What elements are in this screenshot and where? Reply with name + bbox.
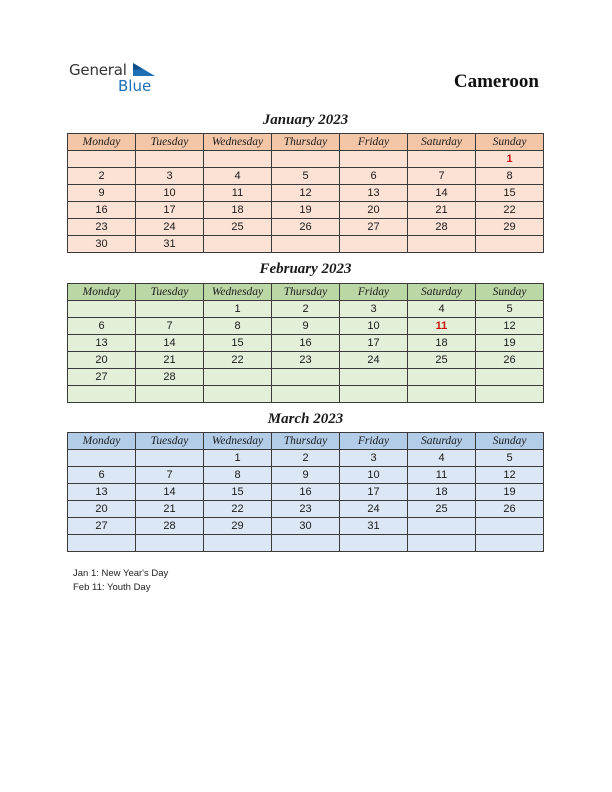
weekday-header: Thursday bbox=[272, 433, 340, 450]
day-cell: 30 bbox=[272, 518, 340, 535]
day-cell bbox=[136, 450, 204, 467]
day-cell: 18 bbox=[204, 202, 272, 219]
weekday-header: Wednesday bbox=[204, 284, 272, 301]
day-cell: 2 bbox=[68, 168, 136, 185]
day-cell: 11 bbox=[408, 318, 476, 335]
day-cell: 16 bbox=[68, 202, 136, 219]
day-cell: 12 bbox=[272, 185, 340, 202]
week-row bbox=[68, 318, 544, 335]
day-cell bbox=[476, 386, 544, 403]
holiday-note: Jan 1: New Year's Day bbox=[73, 568, 169, 579]
day-cell bbox=[408, 518, 476, 535]
day-cell bbox=[204, 535, 272, 552]
day-cell: 16 bbox=[272, 484, 340, 501]
day-cell bbox=[204, 369, 272, 386]
week-row bbox=[68, 185, 544, 202]
day-cell: 6 bbox=[68, 467, 136, 484]
day-cell: 20 bbox=[68, 501, 136, 518]
week-row bbox=[68, 335, 544, 352]
weekday-header: Saturday bbox=[408, 134, 476, 151]
day-cell: 23 bbox=[272, 352, 340, 369]
week-row bbox=[68, 467, 544, 484]
week-row bbox=[68, 202, 544, 219]
day-cell: 2 bbox=[272, 450, 340, 467]
day-cell: 19 bbox=[272, 202, 340, 219]
day-cell: 5 bbox=[476, 301, 544, 318]
day-cell: 6 bbox=[68, 318, 136, 335]
weekday-header: Friday bbox=[340, 433, 408, 450]
month-title-february: February 2023 bbox=[259, 261, 352, 277]
country-title: Cameroon bbox=[453, 71, 539, 92]
day-cell bbox=[272, 369, 340, 386]
day-cell: 25 bbox=[408, 501, 476, 518]
day-cell bbox=[340, 386, 408, 403]
day-cell: 13 bbox=[68, 335, 136, 352]
day-cell: 10 bbox=[340, 467, 408, 484]
weekday-header: Sunday bbox=[476, 433, 544, 450]
weekday-header: Tuesday bbox=[136, 134, 204, 151]
day-cell bbox=[272, 151, 340, 168]
day-cell: 27 bbox=[68, 518, 136, 535]
day-cell: 4 bbox=[408, 450, 476, 467]
day-cell: 29 bbox=[476, 219, 544, 236]
calendar-march bbox=[67, 432, 544, 552]
day-cell bbox=[476, 535, 544, 552]
day-cell: 25 bbox=[204, 219, 272, 236]
day-cell: 4 bbox=[204, 168, 272, 185]
week-row bbox=[68, 236, 544, 253]
day-cell bbox=[408, 369, 476, 386]
day-cell: 23 bbox=[272, 501, 340, 518]
day-cell: 3 bbox=[136, 168, 204, 185]
weekday-header: Monday bbox=[68, 433, 136, 450]
day-cell bbox=[340, 369, 408, 386]
day-cell bbox=[68, 301, 136, 318]
day-cell: 10 bbox=[340, 318, 408, 335]
day-cell: 24 bbox=[340, 352, 408, 369]
day-cell: 24 bbox=[340, 501, 408, 518]
day-cell bbox=[408, 535, 476, 552]
day-cell: 15 bbox=[204, 335, 272, 352]
day-cell bbox=[204, 236, 272, 253]
weekday-header: Monday bbox=[68, 134, 136, 151]
day-cell bbox=[68, 151, 136, 168]
day-cell bbox=[204, 151, 272, 168]
week-row bbox=[68, 386, 544, 403]
logo-triangle-icon bbox=[133, 63, 157, 77]
day-cell: 1 bbox=[204, 450, 272, 467]
day-cell: 12 bbox=[476, 318, 544, 335]
day-cell bbox=[136, 386, 204, 403]
day-cell bbox=[340, 236, 408, 253]
day-cell: 1 bbox=[204, 301, 272, 318]
weekday-header: Thursday bbox=[272, 284, 340, 301]
day-cell: 29 bbox=[204, 518, 272, 535]
day-cell: 9 bbox=[272, 467, 340, 484]
calendar-february bbox=[67, 283, 544, 403]
day-cell: 26 bbox=[476, 501, 544, 518]
day-cell: 5 bbox=[272, 168, 340, 185]
day-cell: 17 bbox=[136, 202, 204, 219]
day-cell bbox=[68, 535, 136, 552]
day-cell: 8 bbox=[204, 318, 272, 335]
day-cell bbox=[476, 369, 544, 386]
day-cell: 22 bbox=[204, 501, 272, 518]
day-cell: 23 bbox=[68, 219, 136, 236]
weekday-header: Friday bbox=[340, 134, 408, 151]
day-cell: 28 bbox=[136, 518, 204, 535]
day-cell: 13 bbox=[68, 484, 136, 501]
day-cell bbox=[408, 151, 476, 168]
week-row bbox=[68, 219, 544, 236]
weekday-header: Tuesday bbox=[136, 433, 204, 450]
day-cell: 13 bbox=[340, 185, 408, 202]
week-row bbox=[68, 151, 544, 168]
day-cell: 24 bbox=[136, 219, 204, 236]
day-cell: 26 bbox=[476, 352, 544, 369]
month-title-january: January 2023 bbox=[262, 112, 349, 128]
day-cell: 31 bbox=[340, 518, 408, 535]
day-cell: 28 bbox=[136, 369, 204, 386]
day-cell: 8 bbox=[204, 467, 272, 484]
day-cell: 11 bbox=[204, 185, 272, 202]
logo-word-general: General bbox=[69, 61, 127, 79]
day-cell: 1 bbox=[476, 151, 544, 168]
day-cell: 12 bbox=[476, 467, 544, 484]
day-cell bbox=[136, 151, 204, 168]
weekday-header: Tuesday bbox=[136, 284, 204, 301]
week-row bbox=[68, 518, 544, 535]
weekday-header: Sunday bbox=[476, 284, 544, 301]
day-cell: 3 bbox=[340, 450, 408, 467]
holiday-note: Feb 11: Youth Day bbox=[73, 582, 151, 593]
day-cell: 18 bbox=[408, 335, 476, 352]
day-cell: 8 bbox=[476, 168, 544, 185]
day-cell: 15 bbox=[476, 185, 544, 202]
day-cell: 17 bbox=[340, 335, 408, 352]
week-row bbox=[68, 484, 544, 501]
day-cell: 20 bbox=[68, 352, 136, 369]
day-cell: 4 bbox=[408, 301, 476, 318]
week-row bbox=[68, 352, 544, 369]
day-cell: 5 bbox=[476, 450, 544, 467]
day-cell: 25 bbox=[408, 352, 476, 369]
weekday-header: Thursday bbox=[272, 134, 340, 151]
week-row bbox=[68, 450, 544, 467]
day-cell: 31 bbox=[136, 236, 204, 253]
day-cell bbox=[340, 535, 408, 552]
day-cell bbox=[340, 151, 408, 168]
weekday-header: Wednesday bbox=[204, 134, 272, 151]
day-cell bbox=[476, 518, 544, 535]
day-cell: 19 bbox=[476, 484, 544, 501]
day-cell: 30 bbox=[68, 236, 136, 253]
day-cell: 3 bbox=[340, 301, 408, 318]
weekday-header: Sunday bbox=[476, 134, 544, 151]
day-cell: 14 bbox=[408, 185, 476, 202]
day-cell bbox=[136, 535, 204, 552]
weekday-header: Saturday bbox=[408, 284, 476, 301]
day-cell: 2 bbox=[272, 301, 340, 318]
day-cell: 18 bbox=[408, 484, 476, 501]
day-cell: 22 bbox=[476, 202, 544, 219]
day-cell bbox=[408, 386, 476, 403]
day-cell: 27 bbox=[340, 219, 408, 236]
day-cell: 27 bbox=[68, 369, 136, 386]
week-row bbox=[68, 369, 544, 386]
week-row bbox=[68, 501, 544, 518]
day-cell bbox=[68, 450, 136, 467]
day-cell: 14 bbox=[136, 335, 204, 352]
day-cell: 22 bbox=[204, 352, 272, 369]
day-cell: 14 bbox=[136, 484, 204, 501]
weekday-header: Friday bbox=[340, 284, 408, 301]
week-row bbox=[68, 168, 544, 185]
weekday-header: Monday bbox=[68, 284, 136, 301]
day-cell: 26 bbox=[272, 219, 340, 236]
day-cell: 15 bbox=[204, 484, 272, 501]
weekday-header: Saturday bbox=[408, 433, 476, 450]
day-cell: 21 bbox=[136, 501, 204, 518]
day-cell: 9 bbox=[68, 185, 136, 202]
week-row bbox=[68, 301, 544, 318]
day-cell: 21 bbox=[408, 202, 476, 219]
day-cell bbox=[476, 236, 544, 253]
day-cell: 9 bbox=[272, 318, 340, 335]
day-cell: 11 bbox=[408, 467, 476, 484]
day-cell bbox=[408, 236, 476, 253]
day-cell: 10 bbox=[136, 185, 204, 202]
day-cell: 21 bbox=[136, 352, 204, 369]
day-cell: 16 bbox=[272, 335, 340, 352]
day-cell bbox=[68, 386, 136, 403]
week-row bbox=[68, 535, 544, 552]
day-cell bbox=[272, 535, 340, 552]
day-cell: 7 bbox=[136, 318, 204, 335]
day-cell bbox=[272, 386, 340, 403]
day-cell: 7 bbox=[408, 168, 476, 185]
day-cell bbox=[204, 386, 272, 403]
calendar-january bbox=[67, 133, 544, 253]
day-cell: 20 bbox=[340, 202, 408, 219]
day-cell: 7 bbox=[136, 467, 204, 484]
day-cell: 17 bbox=[340, 484, 408, 501]
holiday-notes bbox=[73, 567, 168, 595]
day-cell: 28 bbox=[408, 219, 476, 236]
day-cell bbox=[136, 301, 204, 318]
weekday-header: Wednesday bbox=[204, 433, 272, 450]
day-cell: 19 bbox=[476, 335, 544, 352]
logo-word-blue: Blue bbox=[118, 77, 152, 95]
day-cell: 6 bbox=[340, 168, 408, 185]
month-title-march: March 2023 bbox=[267, 411, 344, 427]
brand-logo bbox=[69, 61, 169, 97]
day-cell bbox=[272, 236, 340, 253]
